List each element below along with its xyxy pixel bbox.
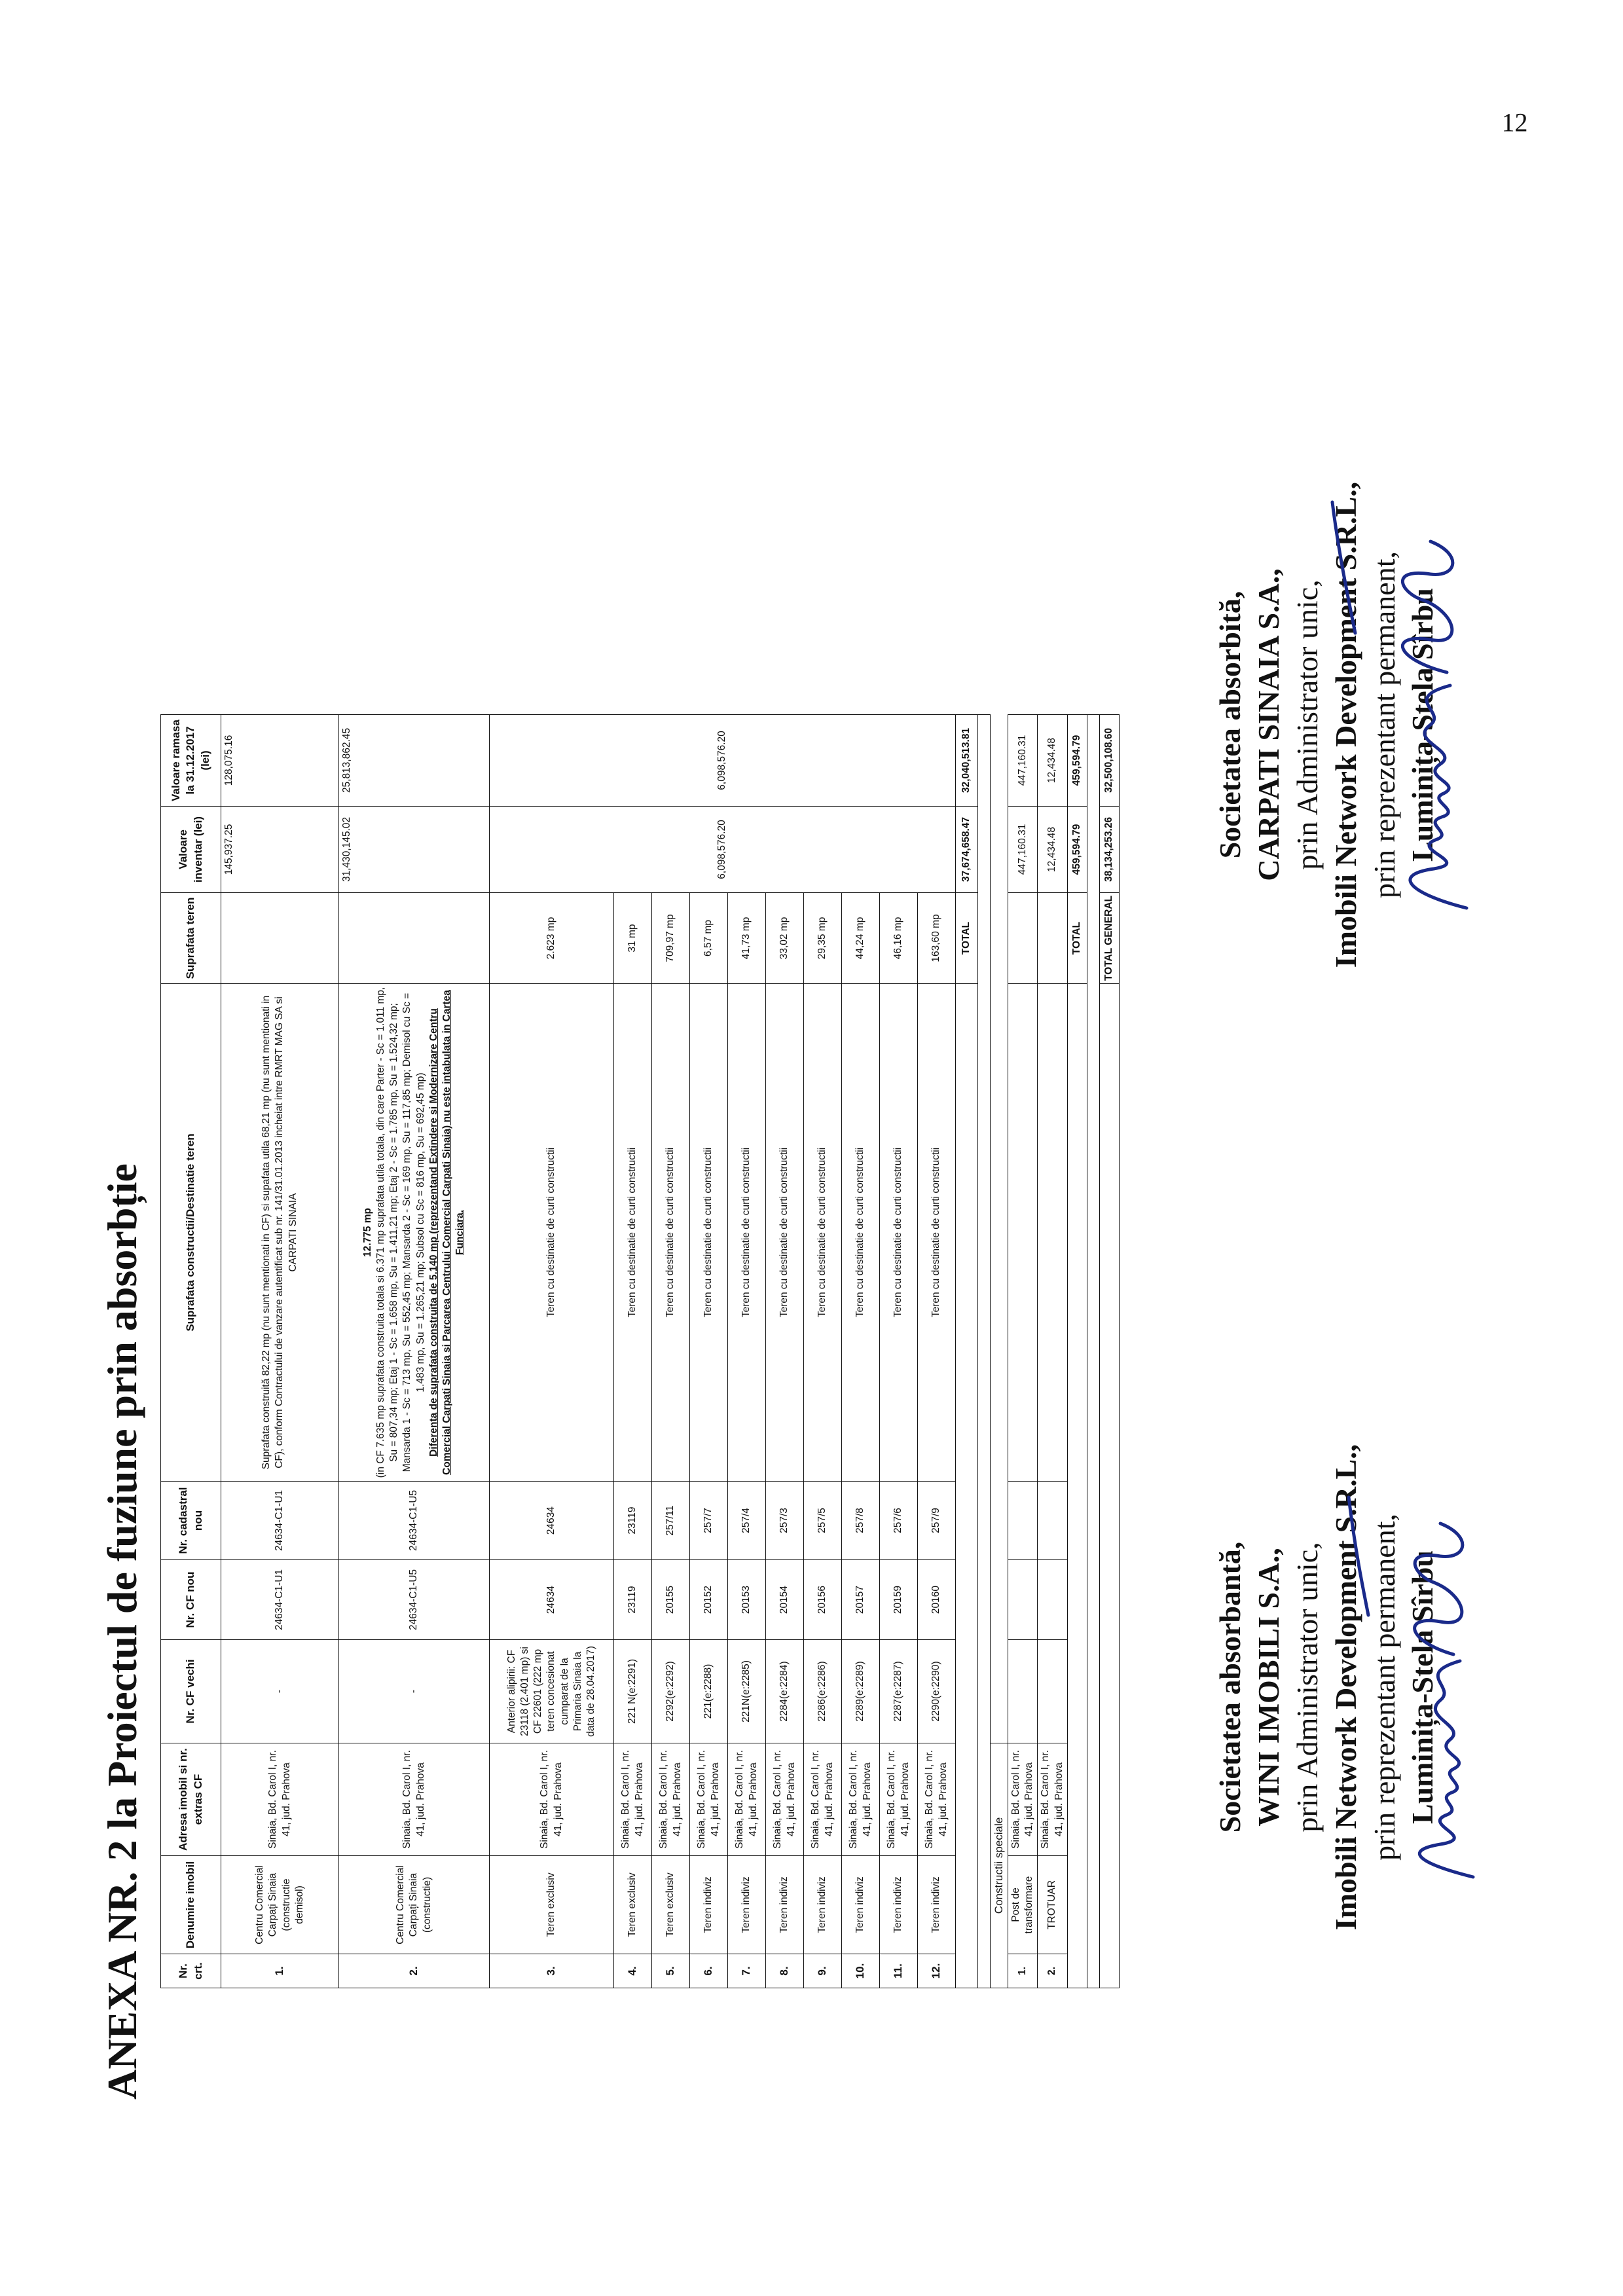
table-row [918, 714, 956, 1988]
cell-teren: 709,97 mp [652, 892, 690, 983]
cell-cf-nou: 20157 [842, 1560, 880, 1640]
cell-cadastral: 257/3 [766, 1482, 804, 1560]
cell-denumire: Teren indiviz [728, 1856, 766, 1954]
cell-destinatie [339, 984, 490, 1482]
sig-rep: prin reprezentant permanent, [1367, 1514, 1401, 1861]
header-adresa: Adresa imobil si nr. extras CF [161, 1743, 221, 1856]
cell-nr: 1. [221, 1954, 339, 1988]
cell-destinatie: Teren cu destinatie de curti constructii [728, 984, 766, 1482]
cell-adresa: Sinaia, Bd. Carol I, nr. 41, jud. Prahova [690, 1743, 728, 1856]
sig-admin: prin Administrator unic, [1290, 579, 1324, 870]
cell-cf-vechi: 2292(e:2292) [652, 1640, 690, 1743]
header-cf-vechi: Nr. CF vechi [161, 1640, 221, 1743]
cell-denumire: Teren indiviz [690, 1856, 728, 1954]
cell-ramasa: 447,160.31 [1008, 714, 1038, 806]
cell-denumire: Post de transformare [1008, 1856, 1038, 1954]
table-row [880, 714, 918, 1988]
cell-teren: 31 mp [614, 892, 652, 983]
cell-cadastral: 257/9 [918, 1482, 956, 1560]
cell-nr: 9. [804, 1954, 842, 1988]
cell-denumire: Centru Comercial Carpați Sinaia (constructie) [339, 1856, 490, 1954]
cell-adresa: Sinaia, Bd. Carol I, nr. 41, jud. Prahova [728, 1743, 766, 1856]
cell-destinatie: Teren cu destinatie de curti constructii [652, 984, 690, 1482]
sig-company-name: CARPATI SINAIA S.A., [1251, 568, 1285, 881]
cell-nr: 12. [918, 1954, 956, 1988]
sig-rep-name: Luminița-Stela Sîrbu [1406, 1550, 1440, 1824]
cell-cadastral: 257/4 [728, 1482, 766, 1560]
cell-adresa: Sinaia, Bd. Carol I, nr. 41, jud. Prahova [652, 1743, 690, 1856]
sig-rep: prin reprezentant permanent, [1367, 551, 1401, 899]
cell-cadastral: 23119 [614, 1482, 652, 1560]
cell-inventar: 145,937.25 [221, 806, 339, 892]
cell-cf-vechi: - [339, 1640, 490, 1743]
cell-cf-nou: 20155 [652, 1560, 690, 1640]
cell-adresa: Sinaia, Bd. Carol I, nr. 41, jud. Prahova [842, 1743, 880, 1856]
cell-nr: 2. [339, 1954, 490, 1988]
handwritten-signature-left [1342, 1471, 1499, 1890]
cell-adresa: Sinaia, Bd. Carol I, nr. 41, jud. Prahova [1008, 1743, 1038, 1856]
cell-destinatie: Teren cu destinatie de curti constructii [804, 984, 842, 1482]
table-row [1008, 714, 1038, 1988]
cell-adresa: Sinaia, Bd. Carol I, nr. 41, jud. Prahova [490, 1743, 614, 1856]
total-label: TOTAL [1067, 892, 1087, 983]
table-row [690, 714, 728, 1988]
cell-nr: 2. [1038, 1954, 1067, 1988]
cell-adresa: Sinaia, Bd. Carol I, nr. 41, jud. Prahova [339, 1743, 490, 1856]
cell-land-ramasa: 6,098,576.20 [490, 714, 956, 806]
cell-cf-nou: 24634-C1-U5 [339, 1560, 490, 1640]
header-denumire: Denumire imobil [161, 1856, 221, 1954]
cell-ramasa: 128,075.16 [221, 714, 339, 806]
cell-cadastral: 257/6 [880, 1482, 918, 1560]
cell-denumire: TROTUAR [1038, 1856, 1067, 1954]
sig-rep-name: Luminița-Stela Sîrbu [1406, 588, 1440, 862]
cell-denumire: Teren exclusiv [652, 1856, 690, 1954]
cell-destinatie: Teren cu destinatie de curti constructii [842, 984, 880, 1482]
cell-teren: 2.623 mp [490, 892, 614, 983]
cell-denumire: Teren exclusiv [614, 1856, 652, 1954]
cell-cf-vechi: 2287(e:2287) [880, 1640, 918, 1743]
cell-teren: 163,60 mp [918, 892, 956, 983]
cell-teren [339, 892, 490, 983]
table-row [652, 714, 690, 1988]
total-general-label: TOTAL GENERAL [1099, 892, 1119, 983]
cell-adresa: Sinaia, Bd. Carol I, nr. 41, jud. Prahova [1038, 1743, 1067, 1856]
cell-teren: 44,24 mp [842, 892, 880, 983]
total-row [956, 714, 978, 1988]
cell-inventar: 447,160.31 [1008, 806, 1038, 892]
cell-cf-vechi: 221(e:2288) [690, 1640, 728, 1743]
cell-cf-vechi: 221N(e:2285) [728, 1640, 766, 1743]
header-valoare-ramasa: Valoare ramasa la 31.12.2017 (lei) [161, 714, 221, 806]
cell-denumire: Teren indiviz [918, 1856, 956, 1954]
cell-cf-nou: 20159 [880, 1560, 918, 1640]
header-cf-nou: Nr. CF nou [161, 1560, 221, 1640]
header-valoare-inventar: Valoare inventar (lei) [161, 806, 221, 892]
cell-cadastral: 257/8 [842, 1482, 880, 1560]
cell-ramasa: 25,813,862.45 [339, 714, 490, 806]
total-general-inventar: 38,134,253.26 [1099, 806, 1119, 892]
cell-cf-vechi: 221 N(e:2291) [614, 1640, 652, 1743]
cell-cf-nou: 20152 [690, 1560, 728, 1640]
cell-denumire: Teren indiviz [766, 1856, 804, 1954]
page-number: 12 [1501, 107, 1528, 137]
cell-nr: 4. [614, 1954, 652, 1988]
table-row [804, 714, 842, 1988]
cell-teren [221, 892, 339, 983]
section-header-row [991, 714, 1008, 1988]
cell-denumire: Teren indiviz [880, 1856, 918, 1954]
cell-destinatie: Teren cu destinatie de curti constructii [614, 984, 652, 1482]
sig-company-name: WINI IMOBILI S.A., [1251, 1548, 1285, 1827]
cell-cf-nou: 24634 [490, 1560, 614, 1640]
cell-teren: 33,02 mp [766, 892, 804, 983]
cell-nr: 11. [880, 1954, 918, 1988]
cell-nr: 8. [766, 1954, 804, 1988]
sig-admin-company: Imobili Network Development S.R.L., [1328, 1444, 1362, 1931]
table-row [766, 714, 804, 1988]
cell-destinatie: Teren cu destinatie de curti constructii [766, 984, 804, 1482]
total-general-row [1099, 714, 1119, 1988]
header-cadastral: Nr. cadastral nou [161, 1482, 221, 1560]
handwritten-signature-right [1322, 476, 1493, 921]
cell-cf-nou: 23119 [614, 1560, 652, 1640]
cell-adresa: Sinaia, Bd. Carol I, nr. 41, jud. Prahova [804, 1743, 842, 1856]
cell-cadastral: 257/7 [690, 1482, 728, 1560]
cell-cadastral: 24634 [490, 1482, 614, 1560]
cell-destinatie: Teren cu destinatie de curti constructii [918, 984, 956, 1482]
cell-adresa: Sinaia, Bd. Carol I, nr. 41, jud. Prahova [880, 1743, 918, 1856]
cell-inventar: 12,434.48 [1038, 806, 1067, 892]
cell-nr: 3. [490, 1954, 614, 1988]
total-ramasa: 459,594.79 [1067, 714, 1087, 806]
cell-adresa: Sinaia, Bd. Carol I, nr. 41, jud. Prahova [614, 1743, 652, 1856]
cell-cadastral: 24634-C1-U5 [339, 1482, 490, 1560]
table-row [1038, 714, 1067, 1988]
cell-destinatie: Teren cu destinatie de curti constructii [490, 984, 614, 1482]
cell-cadastral: 24634-C1-U1 [221, 1482, 339, 1560]
cell-cf-vechi: 2284(e:2284) [766, 1640, 804, 1743]
cell-cf-nou: 24634-C1-U1 [221, 1560, 339, 1640]
cell-denumire: Centru Comercial Carpați Sinaia (constructie demisol) [221, 1856, 339, 1954]
cell-teren: 6,57 mp [690, 892, 728, 983]
destinatie-title: 12.775 mp [361, 1208, 373, 1257]
cell-denumire: Teren indiviz [804, 1856, 842, 1954]
table-row [728, 714, 766, 1988]
cell-cf-nou: 20156 [804, 1560, 842, 1640]
total-inventar: 459,594.79 [1067, 806, 1087, 892]
header-suprafata-destinatie: Suprafata constructii/Destinatie teren [161, 984, 221, 1482]
cell-denumire: Teren exclusiv [490, 1856, 614, 1954]
cell-nr: 1. [1008, 1954, 1038, 1988]
table-row [339, 714, 490, 1988]
assets-table [160, 714, 1120, 1988]
destinatie-text: (in CF 7.635 mp suprafata construita totala si 6.371 mp suprafata utila totala, din care Parter - Sc = 1.011 mp, Su = 807,34 mp; Etaj 1 - Sc = 1.658 mp, Su = 1.411,21 mp; Etaj 2 - Sc = 1.785 mp, Su = 1.524,32 mp; Mansarda 1 - Sc = 713 mp, Su = 552,45 mp; Mansarda 2 - Sc = 169 mp, Su = 117,85 mp; Demisol cu Sc = 1.483 mp, Su = 1.265,21 mp; Subsol cu Sc = 816 mp, Su = 692,45 mp) [375, 987, 426, 1478]
header-nr-crt: Nr. crt. [161, 1954, 221, 1988]
cell-teren: 29,35 mp [804, 892, 842, 983]
cell-land-inventar: 6,098,576.20 [490, 806, 956, 892]
sig-admin: prin Administrator unic, [1290, 1542, 1324, 1832]
cell-cf-vechi: - [221, 1640, 339, 1743]
cell-cf-vechi: Anterior alipirii: CF 23118 (2.401 mp) si CF 22601 (222 mp teren concesionat cumparat de la Primaria Sinaia la data de 28.04.2017) [490, 1640, 614, 1743]
cell-destinatie: Teren cu destinatie de curti constructii [880, 984, 918, 1482]
cell-adresa: Sinaia, Bd. Carol I, nr. 41, jud. Prahova [918, 1743, 956, 1856]
cell-destinatie: Suprafata construită 82,22 mp (nu sunt mentionati in CF) si supafata utila 68,21 mp (nu sunt mentionati in CF), conform Contractului de vanzare autentificat sub nr. 141/31.01.2013 incheiat intre RMRT MAG SA si CARPATI SINAIA [221, 984, 339, 1482]
table-row [614, 714, 652, 1988]
cell-nr: 6. [690, 1954, 728, 1988]
table-row [842, 714, 880, 1988]
table-row [490, 714, 614, 1988]
section-label: Constructii speciale [991, 1743, 1008, 1988]
cell-cf-nou: 20154 [766, 1560, 804, 1640]
cell-adresa: Sinaia, Bd. Carol I, nr. 41, jud. Prahova [766, 1743, 804, 1856]
document-title: ANEXA NR. 2 la Proiectul de fuziune prin absorbție [99, 1163, 145, 2100]
cell-denumire: Teren indiviz [842, 1856, 880, 1954]
destinatie-note: Diferenta de suprafata construita de 5.140 mp (reprezentand Extindere si Modernizare Centru Comercial Carpati Sinaia si Parcarea Centrului Comercial Carpati Sinaia) nu este intabulata in Cartea Funciara. [428, 990, 465, 1475]
cell-cf-vechi: 2289(e:2289) [842, 1640, 880, 1743]
cell-inventar: 31,430,145.02 [339, 806, 490, 892]
cell-cf-vechi: 2290(e:2290) [918, 1640, 956, 1743]
sig-company-role: Societatea absorbantă, [1213, 1541, 1247, 1833]
cell-teren: 41,73 mp [728, 892, 766, 983]
cell-cf-nou: 20160 [918, 1560, 956, 1640]
header-suprafata-teren: Suprafata teren [161, 892, 221, 983]
cell-cf-nou: 20153 [728, 1560, 766, 1640]
table-row [221, 714, 339, 1988]
cell-destinatie: Teren cu destinatie de curti constructii [690, 984, 728, 1482]
total-inventar: 37,674,658.47 [956, 806, 978, 892]
cell-teren: 46,16 mp [880, 892, 918, 983]
cell-cadastral: 257/5 [804, 1482, 842, 1560]
table-header-row [161, 714, 221, 1988]
total-general-ramasa: 32,500,108.60 [1099, 714, 1119, 806]
cell-nr: 10. [842, 1954, 880, 1988]
sig-company-role: Societatea absorbită, [1213, 591, 1247, 859]
cell-nr: 7. [728, 1954, 766, 1988]
cell-ramasa: 12,434.48 [1038, 714, 1067, 806]
cell-cf-vechi: 2286(e:2286) [804, 1640, 842, 1743]
cell-cadastral: 257/11 [652, 1482, 690, 1560]
sig-admin-company: Imobili Network Development S.R.L., [1328, 481, 1362, 968]
total-label: TOTAL [956, 892, 978, 983]
cell-adresa: Sinaia, Bd. Carol I, nr. 41, jud. Prahova [221, 1743, 339, 1856]
cell-nr: 5. [652, 1954, 690, 1988]
total-ramasa: 32,040,513.81 [956, 714, 978, 806]
total-row [1067, 714, 1087, 1988]
